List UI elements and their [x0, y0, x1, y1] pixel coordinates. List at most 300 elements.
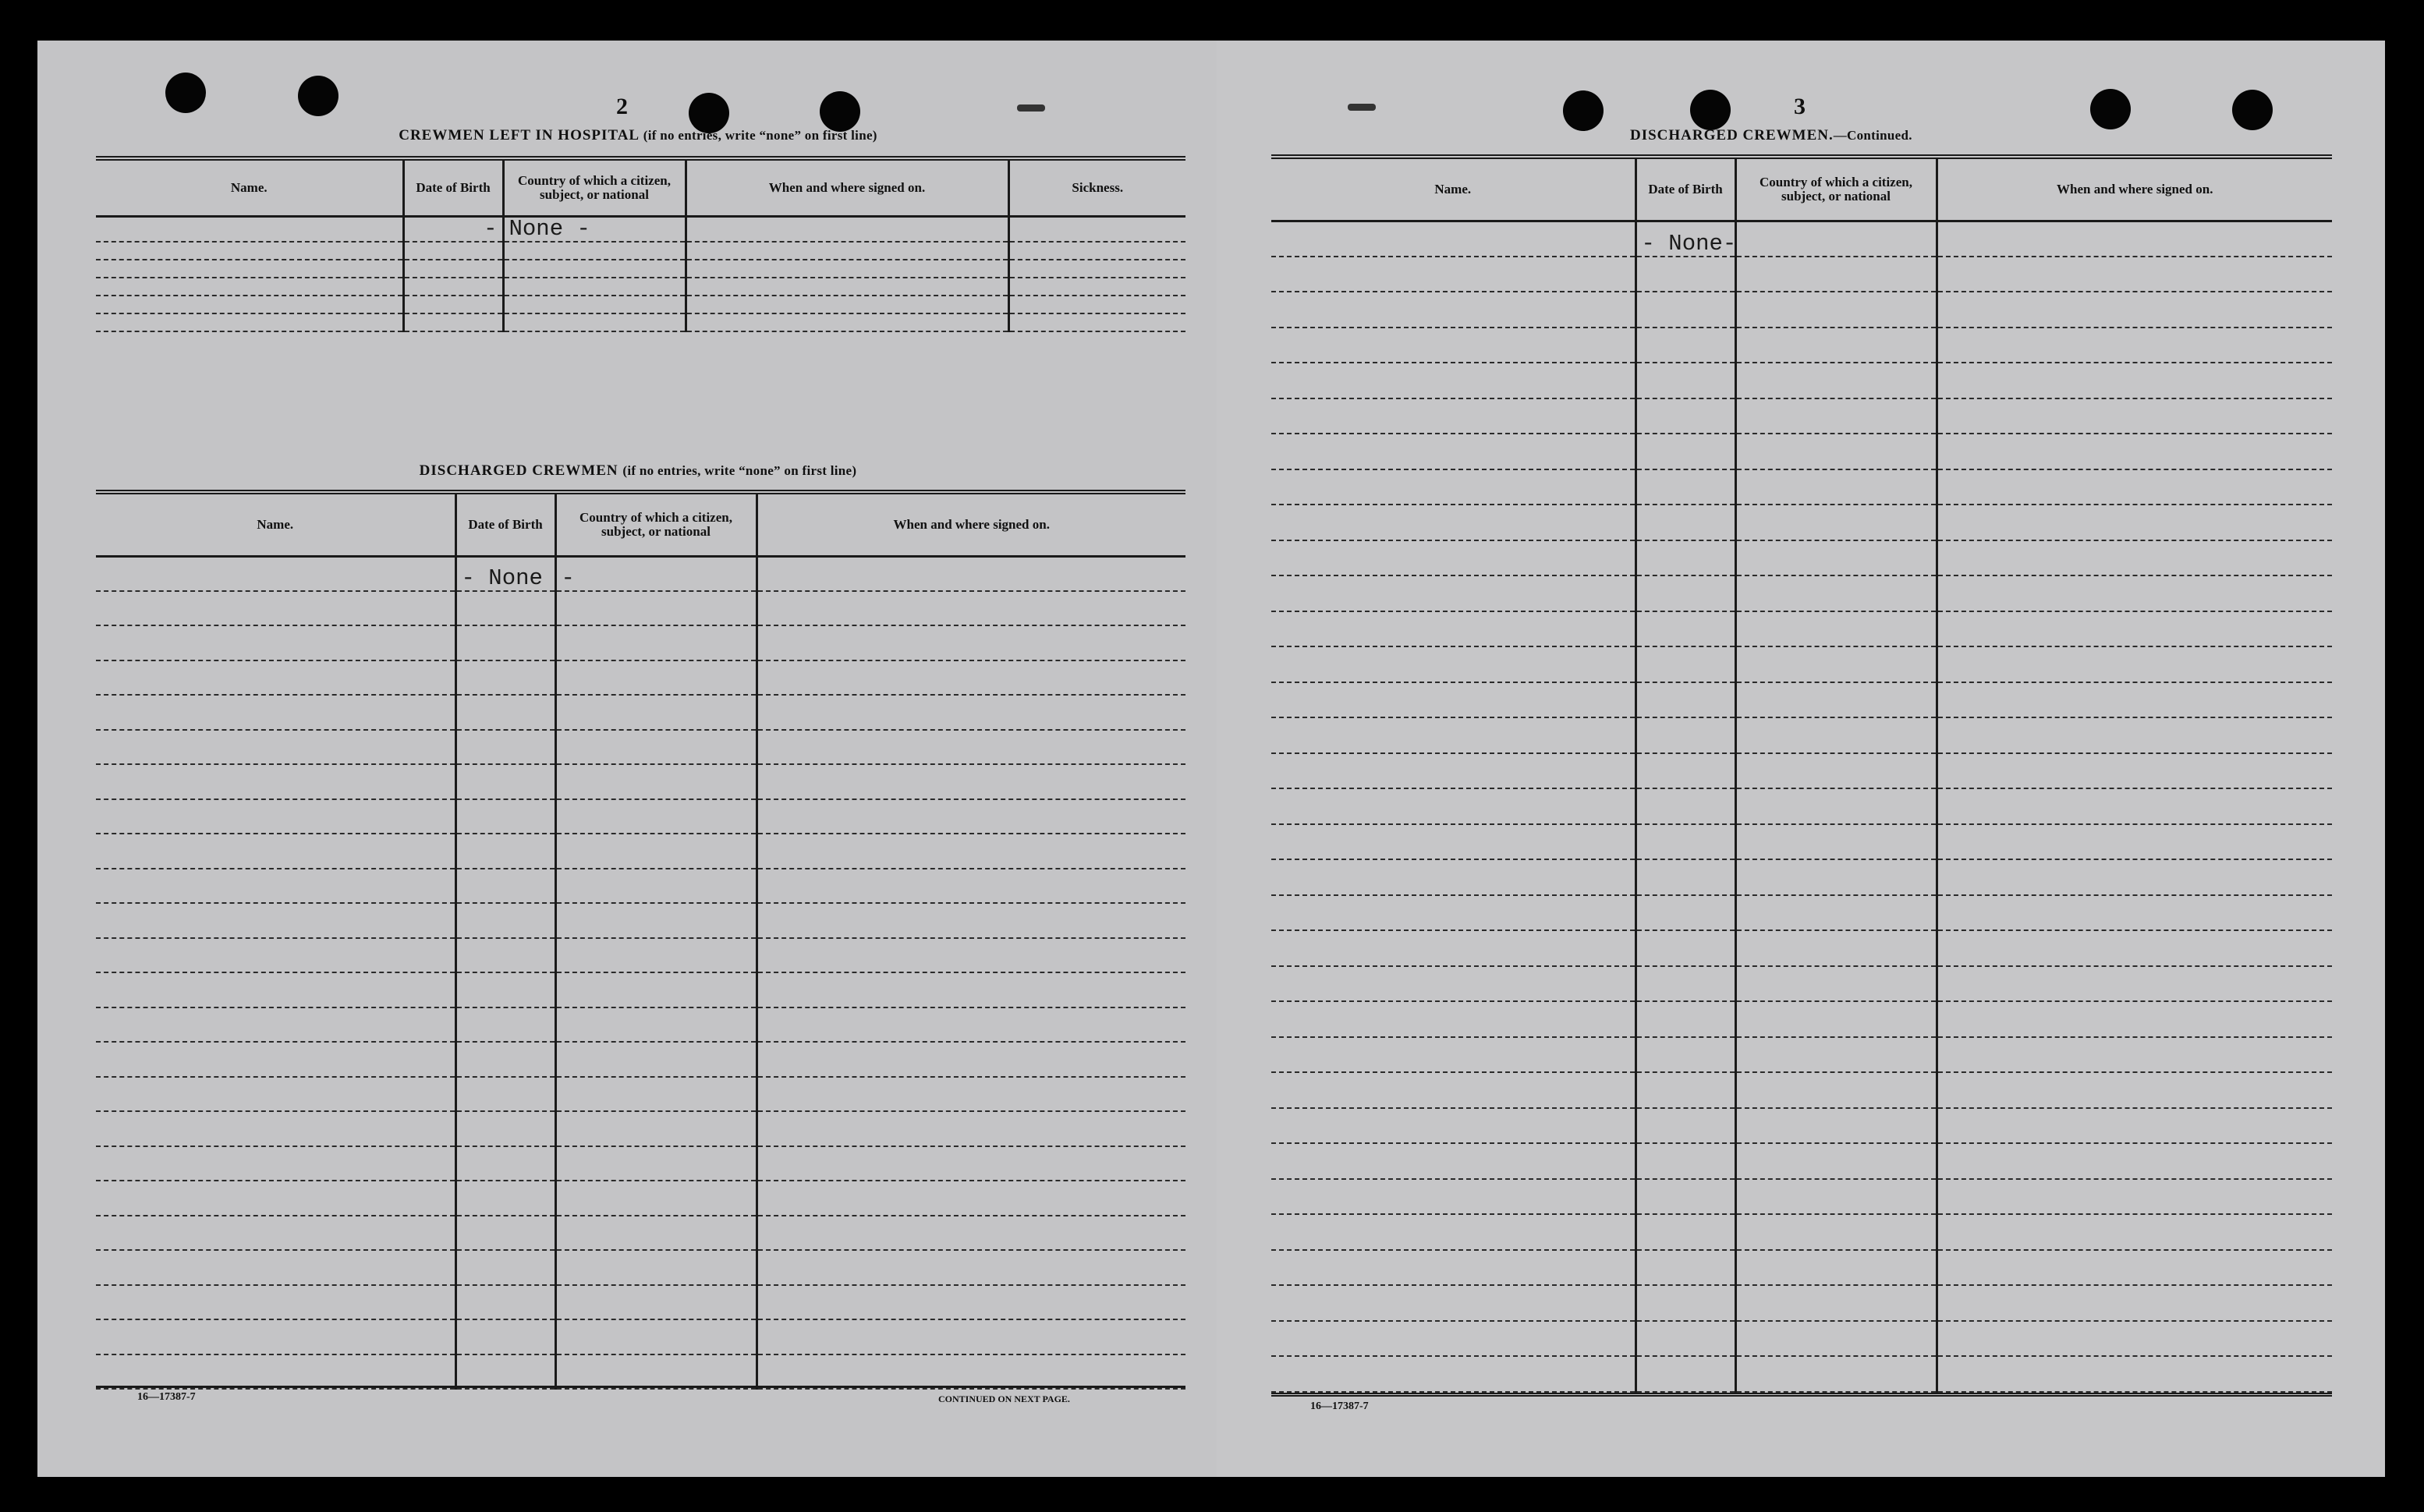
table-cell [455, 730, 555, 765]
table-row [1271, 966, 2332, 1002]
table-cell [1735, 930, 1937, 966]
table-cell [757, 869, 1185, 904]
table-row [1271, 328, 2332, 363]
table-cell [1271, 1001, 1635, 1037]
table-row [96, 1111, 1185, 1146]
hospital-title-note: (if no entries, write “none” on first line) [643, 128, 877, 143]
table-cell [1735, 1250, 1937, 1286]
table-row [96, 1354, 1185, 1390]
table-cell [1937, 1179, 2332, 1215]
table-cell [503, 313, 686, 331]
punch-hole [1690, 90, 1731, 130]
table-cell [96, 834, 455, 869]
table-cell [1735, 1108, 1937, 1144]
page-number: 3 [1794, 94, 1806, 119]
table-cell [1735, 895, 1937, 931]
table-row [96, 660, 1185, 696]
table-cell [455, 1285, 555, 1320]
table-cell [1735, 434, 1937, 469]
table-cell [1937, 646, 2332, 682]
table-cell [1271, 717, 1635, 753]
table-cell [757, 834, 1185, 869]
table-cell [1937, 1072, 2332, 1108]
table-cell [1937, 682, 2332, 718]
table-cell [1271, 540, 1635, 576]
table-cell [1271, 434, 1635, 469]
table-cell [1937, 1214, 2332, 1250]
table-cell [686, 260, 1008, 278]
left-page [37, 41, 1217, 1477]
table-cell [757, 1077, 1185, 1112]
table-cell [455, 695, 555, 730]
table-cell [555, 764, 757, 799]
table-cell [1937, 328, 2332, 363]
table-cell [757, 1146, 1185, 1181]
table-row [1271, 895, 2332, 931]
table-cell [1735, 1214, 1937, 1250]
table-cell [503, 278, 686, 296]
hospital-table [96, 156, 1185, 332]
table-cell [96, 242, 403, 260]
col-header-name: Name. [96, 158, 403, 216]
table-cell [455, 764, 555, 799]
table-cell [555, 938, 757, 973]
table-row [96, 1250, 1185, 1285]
table-row [1271, 717, 2332, 753]
table-cell [1735, 505, 1937, 540]
table-cell [455, 556, 555, 591]
table-cell [757, 938, 1185, 973]
table-cell [455, 1111, 555, 1146]
table-cell [503, 296, 686, 313]
ink-smudge [1017, 104, 1045, 112]
table-cell [1937, 611, 2332, 647]
table-cell [1735, 1179, 1937, 1215]
table-cell [1271, 682, 1635, 718]
table-cell [1271, 1037, 1635, 1073]
table-cell [1635, 1108, 1735, 1144]
table-row [1271, 257, 2332, 292]
table-row [96, 834, 1185, 869]
table-cell [1271, 1072, 1635, 1108]
table-cell [757, 1319, 1185, 1354]
table-cell [455, 1146, 555, 1181]
table-cell [503, 242, 686, 260]
table-cell [1271, 1214, 1635, 1250]
table-cell [1271, 646, 1635, 682]
table-cell [1635, 966, 1735, 1002]
table-cell [555, 1354, 757, 1390]
table-cell [455, 1354, 555, 1390]
table-cell [555, 695, 757, 730]
discharged-continued-title [1630, 127, 1912, 144]
table-cell [403, 278, 503, 296]
table-cell [96, 938, 455, 973]
table-cell [1271, 753, 1635, 789]
table-cell [96, 869, 455, 904]
dob-entry: - [484, 215, 498, 242]
table-row [96, 313, 1185, 331]
punch-hole [165, 73, 206, 113]
punch-hole [2232, 90, 2273, 130]
table-cell [455, 799, 555, 834]
table-cell [1271, 1250, 1635, 1286]
table-bottom-rule [96, 1386, 1185, 1388]
table-cell [1937, 505, 2332, 540]
table-cell [1735, 1143, 1937, 1179]
table-cell [1635, 859, 1735, 895]
table-cell [757, 1354, 1185, 1390]
table-cell [1635, 682, 1735, 718]
table-cell [1271, 1179, 1635, 1215]
table-row [96, 242, 1185, 260]
table-cell [1635, 1214, 1735, 1250]
table-cell [455, 660, 555, 696]
table-row [1271, 1321, 2332, 1357]
table-cell [455, 1007, 555, 1043]
discharged-title-text: DISCHARGED CREWMEN [419, 462, 618, 479]
table-row [1271, 398, 2332, 434]
table-cell [757, 660, 1185, 696]
table-cell [686, 313, 1008, 331]
country-entry: - [561, 565, 575, 591]
table-cell [1937, 363, 2332, 398]
table-cell [1271, 1108, 1635, 1144]
table-cell [757, 1250, 1185, 1285]
table-cell [96, 1354, 455, 1390]
col-header-name: Name. [96, 492, 455, 556]
table-row [1271, 1214, 2332, 1250]
table-cell [1271, 505, 1635, 540]
table-cell [96, 1111, 455, 1146]
table-row [96, 903, 1185, 938]
table-cell [1937, 1321, 2332, 1357]
table-cell [1635, 930, 1735, 966]
table-cell [96, 1250, 455, 1285]
table-cell [1937, 398, 2332, 434]
table-cell [555, 903, 757, 938]
table-cell [96, 278, 403, 296]
table-cell [1937, 1108, 2332, 1144]
table-cell [1635, 540, 1735, 576]
discharged-continued-table [1271, 154, 2332, 1393]
table-row [96, 1181, 1185, 1216]
col-header-sickness: Sickness. [1008, 158, 1185, 216]
table-cell [1635, 575, 1735, 611]
table-cell [1937, 1356, 2332, 1392]
table-cell [1735, 788, 1937, 824]
table-cell [1271, 575, 1635, 611]
dob-entry: - None- [1641, 230, 1737, 257]
table-cell [1937, 966, 2332, 1002]
table-cell [96, 556, 455, 591]
table-cell [686, 216, 1008, 242]
title-text: DISCHARGED CREWMEN. [1630, 127, 1834, 143]
table-row [96, 260, 1185, 278]
table-cell [1271, 257, 1635, 292]
table-cell [1635, 895, 1735, 931]
table-row [96, 1077, 1185, 1112]
table-cell [555, 1285, 757, 1320]
title-suffix: —Continued. [1833, 128, 1912, 143]
table-cell [555, 730, 757, 765]
form-number: 16—17387-7 [137, 1391, 196, 1403]
table-cell [1271, 1356, 1635, 1392]
table-cell [757, 799, 1185, 834]
table-row [1271, 611, 2332, 647]
table-cell [757, 730, 1185, 765]
table-cell [1271, 1143, 1635, 1179]
col-header-dob: Date of Birth [455, 492, 555, 556]
table-cell [1735, 540, 1937, 576]
table-row [1271, 682, 2332, 718]
table-cell [96, 1007, 455, 1043]
table-cell [403, 260, 503, 278]
table-cell [1937, 1001, 2332, 1037]
table-cell [1937, 895, 2332, 931]
table-cell [757, 1285, 1185, 1320]
table-cell [757, 1042, 1185, 1077]
table-cell [1735, 398, 1937, 434]
table-cell [455, 869, 555, 904]
table-cell [96, 1285, 455, 1320]
table-cell [555, 1111, 757, 1146]
table-cell [757, 903, 1185, 938]
table-cell [1271, 292, 1635, 328]
table-cell [1735, 1037, 1937, 1073]
table-cell [1271, 966, 1635, 1002]
table-cell [1635, 1179, 1735, 1215]
table-row [96, 216, 1185, 242]
table-cell [757, 1111, 1185, 1146]
table-cell [1635, 1356, 1735, 1392]
table-row [1271, 1250, 2332, 1286]
table-cell [96, 1181, 455, 1216]
col-header-name: Name. [1271, 157, 1635, 221]
table-cell [1271, 328, 1635, 363]
punch-hole [2090, 89, 2131, 129]
table-cell [1735, 328, 1937, 363]
col-header-dob: Date of Birth [1635, 157, 1735, 221]
table-cell [1271, 895, 1635, 931]
table-row [96, 695, 1185, 730]
col-header-signed-on: When and where signed on. [1937, 157, 2332, 221]
col-header-country: Country of which a citizen, subject, or national [1735, 157, 1937, 221]
table-cell [555, 1250, 757, 1285]
table-cell [1635, 292, 1735, 328]
table-row [1271, 540, 2332, 576]
table-row [96, 764, 1185, 799]
table-row [96, 296, 1185, 313]
table-cell [555, 625, 757, 660]
table-row [1271, 788, 2332, 824]
table-cell [1635, 1037, 1735, 1073]
table-cell [1937, 859, 2332, 895]
table-cell [403, 216, 503, 242]
table-cell [1271, 859, 1635, 895]
table-cell [1937, 1037, 2332, 1073]
table-row [1271, 469, 2332, 505]
table-cell [1271, 824, 1635, 860]
table-cell [1937, 221, 2332, 257]
table-cell [1735, 1001, 1937, 1037]
table-cell [555, 1319, 757, 1354]
table-cell [1937, 717, 2332, 753]
table-cell [455, 1077, 555, 1112]
table-cell [455, 1319, 555, 1354]
table-cell [757, 591, 1185, 626]
table-cell [1937, 930, 2332, 966]
table-row [1271, 292, 2332, 328]
col-header-country: Country of which a citizen, subject, or national [555, 492, 757, 556]
table-cell [757, 625, 1185, 660]
table-cell [1735, 575, 1937, 611]
table-cell [1635, 788, 1735, 824]
table-row [1271, 1285, 2332, 1321]
table-cell [1635, 1143, 1735, 1179]
table-cell [1735, 1072, 1937, 1108]
table-cell [1635, 611, 1735, 647]
dob-entry: - None [461, 565, 543, 591]
table-cell [1271, 930, 1635, 966]
table-cell [96, 313, 403, 331]
table-cell [1937, 1143, 2332, 1179]
table-cell [555, 799, 757, 834]
table-cell [555, 591, 757, 626]
table-cell [96, 1319, 455, 1354]
table-cell [1635, 753, 1735, 789]
table-cell [1735, 1356, 1937, 1392]
table-cell [757, 695, 1185, 730]
table-cell [757, 1181, 1185, 1216]
table-cell [1271, 1321, 1635, 1357]
table-cell [1937, 292, 2332, 328]
table-cell [1635, 398, 1735, 434]
table-cell [96, 625, 455, 660]
table-cell [1635, 257, 1735, 292]
table-cell [96, 695, 455, 730]
table-cell [757, 556, 1185, 591]
table-cell [555, 660, 757, 696]
punch-hole [820, 91, 860, 132]
table-cell [686, 242, 1008, 260]
table-cell [455, 591, 555, 626]
table-cell [503, 260, 686, 278]
table-cell [1937, 540, 2332, 576]
table-cell [1735, 717, 1937, 753]
table-cell [1008, 278, 1185, 296]
table-cell [455, 834, 555, 869]
table-cell [1735, 363, 1937, 398]
table-row [1271, 1356, 2332, 1392]
table-cell [1271, 363, 1635, 398]
table-cell [757, 972, 1185, 1007]
hospital-section-title [96, 127, 1180, 144]
table-row [1271, 1108, 2332, 1144]
table-row [96, 278, 1185, 296]
table-row [96, 938, 1185, 973]
table-cell [1937, 753, 2332, 789]
table-cell [555, 972, 757, 1007]
table-cell [455, 1181, 555, 1216]
table-cell [1735, 646, 1937, 682]
discharged-title-note: (if no entries, write “none” on first line) [622, 463, 857, 478]
table-cell [757, 1216, 1185, 1251]
table-cell [96, 799, 455, 834]
table-cell [1735, 1321, 1937, 1357]
table-cell [455, 1042, 555, 1077]
table-cell [96, 296, 403, 313]
form-number: 16—17387-7 [1310, 1400, 1369, 1412]
table-cell [757, 764, 1185, 799]
table-cell [96, 1077, 455, 1112]
table-row [1271, 1179, 2332, 1215]
table-cell [96, 1146, 455, 1181]
table-row [1271, 1001, 2332, 1037]
table-cell [1008, 296, 1185, 313]
table-cell [96, 1042, 455, 1077]
punch-hole [1563, 90, 1604, 131]
table-cell [96, 972, 455, 1007]
table-cell [1735, 753, 1937, 789]
table-row [1271, 221, 2332, 257]
table-cell [1735, 824, 1937, 860]
table-row [1271, 1072, 2332, 1108]
table-cell [503, 216, 686, 242]
table-cell [1008, 242, 1185, 260]
table-cell [1271, 398, 1635, 434]
table-cell [403, 313, 503, 331]
table-row [96, 591, 1185, 626]
table-row [96, 1216, 1185, 1251]
table-cell [455, 1250, 555, 1285]
table-cell [555, 869, 757, 904]
table-cell [455, 1216, 555, 1251]
table-cell [96, 730, 455, 765]
table-cell [686, 278, 1008, 296]
table-cell [1271, 788, 1635, 824]
table-cell [1271, 1285, 1635, 1321]
punch-hole [298, 76, 338, 116]
table-row [96, 1319, 1185, 1354]
table-row [1271, 753, 2332, 789]
table-cell [1271, 469, 1635, 505]
table-cell [455, 903, 555, 938]
table-row [1271, 1143, 2332, 1179]
table-cell [1635, 717, 1735, 753]
table-cell [555, 1042, 757, 1077]
table-row [1271, 434, 2332, 469]
table-cell [555, 1181, 757, 1216]
table-cell [1008, 313, 1185, 331]
table-cell [555, 556, 757, 591]
table-cell [555, 1077, 757, 1112]
table-cell [1735, 469, 1937, 505]
table-cell [555, 834, 757, 869]
table-cell [1635, 1321, 1735, 1357]
table-cell [1735, 682, 1937, 718]
table-cell [1937, 788, 2332, 824]
table-row [96, 1146, 1185, 1181]
hospital-title-text: CREWMEN LEFT IN HOSPITAL [399, 127, 640, 143]
table-cell [96, 216, 403, 242]
table-cell [1635, 434, 1735, 469]
right-page [1217, 41, 2385, 1477]
table-row [96, 1285, 1185, 1320]
table-cell [1635, 824, 1735, 860]
table-cell [555, 1216, 757, 1251]
table-cell [96, 660, 455, 696]
